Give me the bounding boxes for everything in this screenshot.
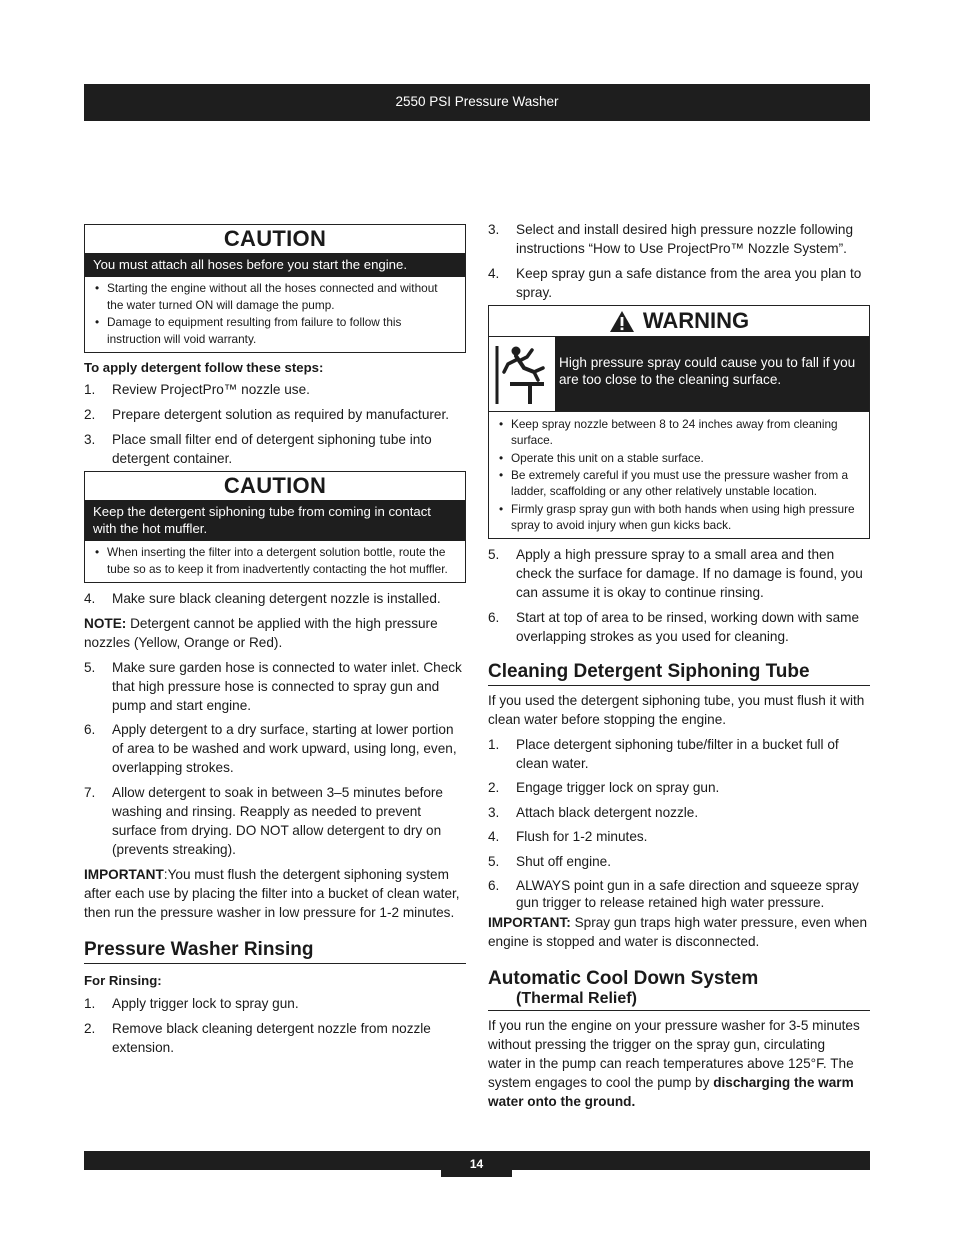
step-number: 2. [84, 407, 96, 423]
caution-bullet: • Starting the engine without all the hoses connected and without the water turned ON will damage the pump. [93, 280, 457, 314]
important-text: Spray gun traps high water pressure, even when engine is stopped and water is disconnected. [488, 915, 868, 950]
list-item [488, 852, 870, 871]
list-item [84, 405, 466, 424]
step-number: 3. [488, 804, 500, 820]
step-number: 2. [84, 1020, 96, 1036]
warning-title-row [489, 306, 869, 336]
cleaning-important-paragraph [488, 913, 870, 951]
step-text: Apply detergent to a dry surface, starting at lower portion of area to be washed and work upward, using long, even, overlapping strokes. [112, 722, 457, 776]
step-number: 1. [488, 736, 500, 752]
caution-box-muffler [84, 471, 466, 583]
step-number: 6. [488, 609, 500, 625]
step-number: 3. [84, 431, 96, 447]
warning-band [555, 337, 869, 411]
list-item [84, 589, 466, 608]
list-item [84, 1019, 466, 1057]
step-text: Keep spray gun a safe distance from the area you plan to spray. [516, 265, 862, 300]
section-heading-cleaning-tube: Cleaning Detergent Siphoning Tube [488, 660, 870, 686]
important-label: IMPORTANT: [488, 915, 571, 931]
caution-bullets [85, 541, 465, 582]
section-heading-rinsing: Pressure Washer Rinsing [84, 938, 466, 964]
step-number: 6. [84, 722, 96, 738]
step-text: ALWAYS point gun in a safe direction and squeeze spray gun trigger to release retained high water pressure. [516, 877, 859, 910]
list-item [84, 380, 466, 399]
step-text: Apply a high pressure spray to a small area and then check the surface for damage. If no damage is found, you can assume it is okay to continue rinsing. [516, 547, 863, 601]
page-number-text: 14 [469, 1156, 484, 1171]
warning-band-text: High pressure spray could cause you to fall if you are too close to the cleaning surface. [559, 355, 856, 388]
rinsing-steps-continued [488, 220, 870, 302]
detergent-steps-b [84, 589, 466, 608]
step-number: 6. [488, 877, 500, 893]
section-subheading-thermal-relief: (Thermal Relief) [488, 989, 870, 1011]
page-number [441, 1151, 512, 1177]
caution-band: Keep the detergent siphoning tube from coming in contact with the hot muffler. [85, 500, 465, 541]
step-text: Remove black cleaning detergent nozzle from nozzle extension. [112, 1020, 431, 1055]
step-text: Review ProjectPro™ nozzle use. [112, 382, 310, 398]
step-number: 4. [488, 829, 500, 845]
header-bar [84, 84, 870, 121]
cooldown-paragraph [488, 1016, 860, 1111]
list-item [84, 430, 466, 468]
caution-title: CAUTION [223, 226, 327, 251]
list-item [488, 264, 870, 302]
detergent-steps-a [84, 380, 466, 467]
warning-bullet: • Be extremely careful if you must use the pressure washer from a ladder, scaffolding or any other relatively unstable location. [497, 467, 861, 499]
cooldown-text: If you run the engine on your pressure washer for 3-5 minutes without pressing the trigger on the spray gun, circulating water in the pump can reach temperatures above 125°F. The system engages to cool the pump by [488, 1018, 860, 1091]
step-text: Flush for 1-2 minutes. [516, 829, 648, 845]
left-column [84, 220, 466, 1062]
warning-box [488, 305, 870, 539]
step-number: 5. [488, 547, 500, 563]
warning-bullet: • Firmly grasp spray gun with both hands when using high pressure spray to avoid injury when gun kicks back. [497, 501, 861, 533]
step-text: Apply trigger lock to spray gun. [112, 996, 299, 1012]
step-text: Place detergent siphoning tube/filter in a bucket full of clean water. [516, 736, 839, 771]
list-item [488, 545, 870, 602]
step-number: 5. [84, 659, 96, 675]
section-heading-cooldown: Automatic Cool Down System [488, 968, 759, 990]
warning-triangle-icon [609, 310, 635, 333]
warning-title: WARNING [642, 307, 750, 333]
warning-bullet: • Operate this unit on a stable surface. [497, 450, 861, 466]
list-item [84, 994, 466, 1013]
list-item [84, 658, 466, 715]
caution-box-hoses [84, 224, 466, 353]
caution-band: You must attach all hoses before you start the engine. [85, 253, 465, 277]
step-number: 5. [488, 854, 500, 869]
step-number: 7. [84, 784, 96, 800]
caution-title: CAUTION [223, 473, 327, 499]
rinsing-steps-after [488, 545, 870, 646]
step-number: 2. [488, 780, 500, 796]
list-item [488, 827, 870, 846]
list-item [488, 735, 870, 773]
step-text: Make sure garden hose is connected to water inlet. Check that high pressure hose is connected to spray gun and pump and start engine. [112, 659, 462, 713]
caution-bullet: • Damage to equipment resulting from failure to follow this instruction will void warranty. [93, 314, 457, 348]
detergent-lead: To apply detergent follow these steps: [84, 360, 324, 375]
step-text: Attach black detergent nozzle. [516, 804, 699, 820]
warning-hazard-row [489, 336, 869, 412]
rinsing-steps [84, 994, 466, 1057]
warning-bullets [489, 412, 869, 538]
document-title: 2550 PSI Pressure Washer [395, 94, 559, 110]
note-label: NOTE: [84, 615, 127, 631]
step-number: 4. [488, 265, 500, 281]
caution-bullet: • When inserting the filter into a detergent solution bottle, route the tube so as to keep it from inadvertently contacting the hot muffler. [93, 544, 457, 578]
step-text: Place small filter end of detergent siphoning tube into detergent container. [112, 431, 432, 466]
warning-bullet: • Keep spray nozzle between 8 to 24 inches away from cleaning surface. [497, 416, 861, 448]
step-text: Allow detergent to soak in between 3–5 minutes before washing and rinsing. Reapply as needed to prevent surface from drying. DO NOT allow detergent to dry on (prevents streaking). [112, 784, 443, 857]
cleaning-tube-intro: If you used the detergent siphoning tube, you must flush it with clean water before stopping the engine. [488, 692, 865, 727]
step-number: 1. [84, 996, 96, 1012]
step-number: 1. [84, 382, 96, 398]
list-item [488, 220, 870, 258]
step-text: Select and install desired high pressure nozzle following instructions “How to Use ProjectPro™ Nozzle System”. [516, 222, 854, 257]
caution-bullets [85, 277, 465, 352]
cooldown-text-bold: discharging the warm water onto the ground. [488, 1075, 854, 1110]
step-text: Start at top of area to be rinsed, working down with same overlapping strokes as you used for cleaning. [516, 609, 860, 644]
step-text: Shut off engine. [516, 854, 611, 869]
list-item [488, 803, 870, 822]
list-item [488, 877, 870, 911]
step-text: Make sure black cleaning detergent nozzle is installed. [112, 591, 441, 607]
important-paragraph [84, 865, 466, 922]
fall-hazard-icon [489, 337, 555, 411]
important-label: IMPORTANT [84, 866, 164, 882]
list-item [84, 783, 466, 859]
right-column [488, 220, 870, 1117]
note-paragraph [84, 614, 466, 652]
note-text: Detergent cannot be applied with the high pressure nozzles (Yellow, Orange or Red). [84, 615, 438, 650]
step-number: 4. [84, 591, 96, 607]
list-item [488, 778, 870, 797]
list-item [488, 608, 870, 646]
cleaning-tube-steps [488, 735, 870, 911]
rinsing-lead: For Rinsing: [84, 972, 162, 988]
step-number: 3. [488, 222, 500, 237]
important-text: :You must flush the detergent siphoning system after each use by placing the filter into a bucket of clean water, then run the pressure washer in low pressure for 1-2 minutes. [84, 866, 460, 920]
step-text: Prepare detergent solution as required by manufacturer. [112, 407, 450, 423]
step-text: Engage trigger lock on spray gun. [516, 780, 720, 796]
detergent-steps-c [84, 658, 466, 859]
list-item [84, 720, 466, 777]
